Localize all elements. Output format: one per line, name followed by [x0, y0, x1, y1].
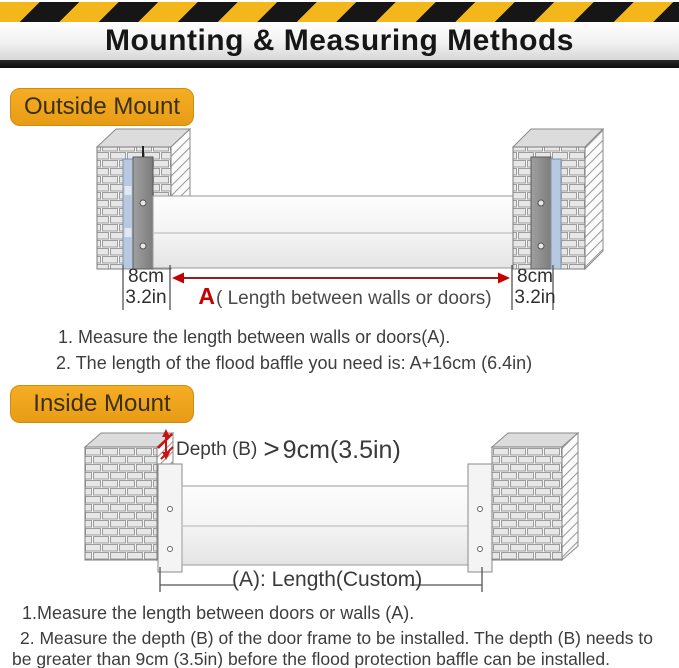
page-title: Mounting & Measuring Methods	[105, 24, 574, 57]
flood-baffle-panel	[153, 196, 531, 268]
length-letter: A	[198, 283, 215, 309]
length-between-walls-label	[180, 283, 510, 310]
outside-step-2: 2. The length of the flood baffle you need is: A+16cm (6.4in)	[56, 353, 533, 373]
inside-mount-badge-label: Inside Mount	[33, 390, 171, 417]
outside-mount-badge-label: Outside Mount	[23, 93, 181, 120]
right-overlap-dimension	[513, 266, 557, 308]
length-caption: ( Length between walls or doors)	[215, 288, 492, 309]
banner-underline-bar	[0, 60, 679, 68]
left-overlap-dimension	[122, 266, 170, 308]
left-dim-cm: 8cm	[128, 266, 164, 287]
inside-left-mounting-plate	[158, 464, 182, 572]
left-dim-inch: 3.2in	[125, 287, 167, 308]
left-mounting-bracket	[123, 146, 153, 269]
right-dim-cm: 8cm	[517, 266, 553, 287]
length-arrowhead-left-icon	[172, 273, 184, 284]
inside-mount-badge	[10, 385, 194, 423]
inside-right-mounting-plate	[468, 464, 492, 572]
right-brick-pillar	[513, 129, 603, 269]
inside-flood-baffle-panel	[182, 486, 470, 565]
inside-step-1: 1.Measure the length between doors or walls (A).	[22, 603, 415, 623]
length-arrowhead-right-icon	[498, 273, 510, 284]
right-dim-inch: 3.2in	[514, 287, 556, 308]
depth-prefix: Depth (B)	[176, 439, 258, 460]
greater-than-sign: >	[263, 433, 280, 464]
depth-requirement-label	[176, 433, 401, 467]
custom-length-label: (A): Length(Custom)	[232, 568, 423, 591]
outside-step-1: 1. Measure the length between walls or doors(A).	[58, 327, 451, 347]
outside-mount-badge	[10, 88, 194, 126]
inside-step-2: 2. Measure the depth (B) of the door frame to be installed. The depth (B) needs to be greater than 9cm (3.5in) before the flood protection baffle can be installed.	[12, 628, 653, 668]
depth-value: 9cm(3.5in)	[282, 435, 401, 464]
inside-right-brick-pillar	[492, 433, 578, 560]
hazard-stripe-band	[0, 2, 679, 22]
title-banner	[0, 22, 679, 60]
